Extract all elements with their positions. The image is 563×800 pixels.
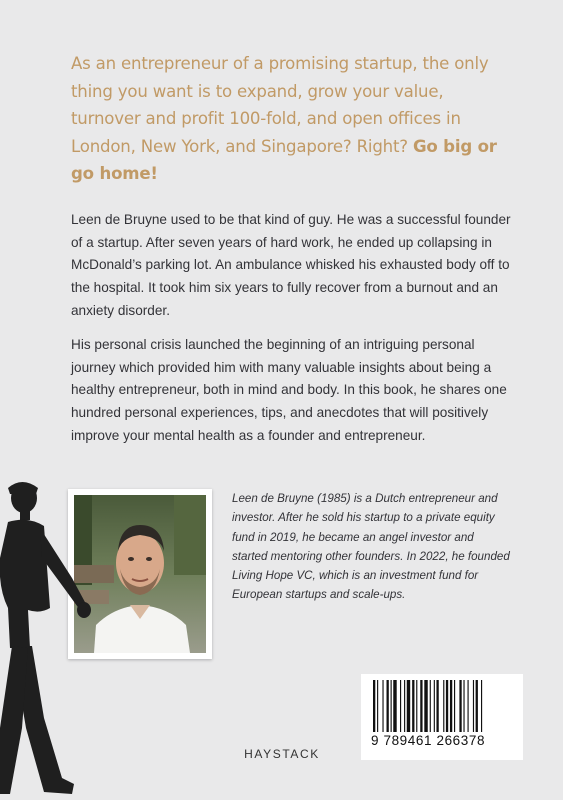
tagline-text: As an entrepreneur of a promising startup, the only thing you want is to expand, grow your value, turnover and profit 100-fold, and open offices in London, New York, and Singapore? Right? xyxy=(71,54,489,156)
publisher-name: HAYSTACK xyxy=(244,747,320,761)
cover-tagline xyxy=(71,50,511,188)
walking-man-illustration xyxy=(0,478,110,800)
blurb-paragraph-2: His personal crisis launched the beginning of an intriguing personal journey which provided him with many valuable insights about being a healthy entrepreneur, both in mind and body. In this book, he shares one hundred personal experiences, tips, and anecdotes that will positively improve your mental health as a founder and entrepreneur. xyxy=(71,337,507,443)
isbn-barcode xyxy=(361,674,523,760)
tagline-bold: Go big or go home! xyxy=(71,136,497,183)
barcode-bars xyxy=(371,680,513,732)
author-bio: Leen de Bruyne (1985) is a Dutch entrepreneur and investor. After he sold his startup to a private equity fund in 2019, he became an angel investor and started mentoring other founders. In 2022, he founded Living Hope VC, which is an investment fund for European startups and scale-ups. xyxy=(232,492,510,602)
publisher-logo xyxy=(232,747,332,761)
isbn-number: 9 789461 266378 xyxy=(371,733,486,748)
blurb-paragraph-1: Leen de Bruyne used to be that kind of guy. He was a successful founder of a startup. After seven years of hard work, he ended up collapsing in McDonald’s parking lot. An ambulance whisked his exhausted body off to the hospital. It took him six years to fully recover from a burnout and an anxiety disorder. xyxy=(71,212,511,318)
